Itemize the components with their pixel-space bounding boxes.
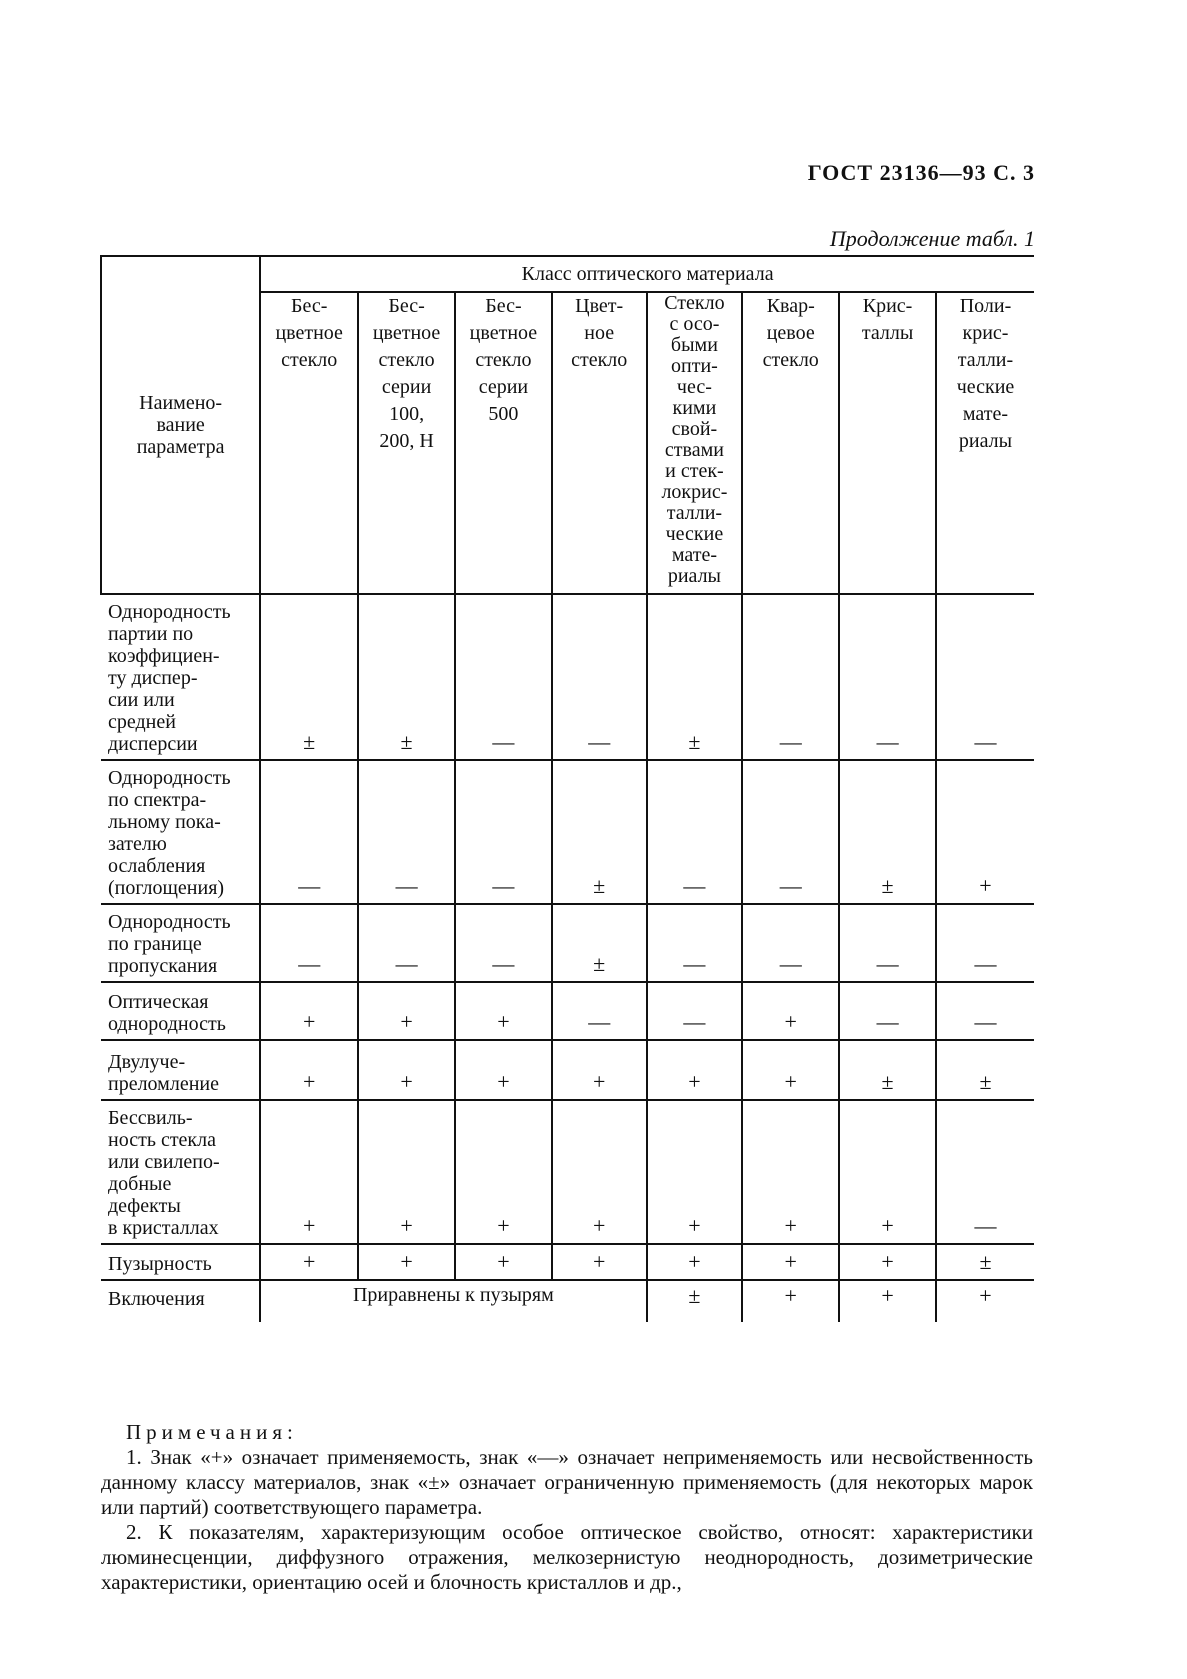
column-header-7 bbox=[839, 292, 936, 594]
column-header-line: быми bbox=[670, 334, 718, 356]
column-header-line: таллы bbox=[861, 322, 914, 344]
row-name-line: дефекты bbox=[108, 1195, 181, 1217]
table-cell: + bbox=[742, 1244, 839, 1280]
table-cell: + bbox=[647, 1100, 743, 1244]
table-cell: + bbox=[260, 1040, 358, 1100]
table-cell: — bbox=[742, 760, 839, 904]
table-cell: + bbox=[647, 1244, 743, 1280]
column-header-line: кими bbox=[672, 397, 717, 419]
table-cell: — bbox=[455, 904, 552, 982]
table-cell: + bbox=[552, 1244, 647, 1280]
column-header-line: стекло bbox=[378, 349, 435, 371]
column-header-line: серии bbox=[478, 376, 529, 398]
table-cell: — bbox=[552, 982, 647, 1040]
table-cell: — bbox=[742, 594, 839, 760]
column-header-line: Цвет- bbox=[575, 295, 624, 317]
row-name-line: Однородность bbox=[108, 911, 231, 933]
table-cell: — bbox=[647, 760, 743, 904]
row-name-line: сии или bbox=[108, 689, 175, 711]
row-name-line: по границе bbox=[108, 933, 202, 955]
table-row bbox=[101, 1100, 1034, 1244]
table-row bbox=[101, 904, 1034, 982]
table-cell: + bbox=[552, 1040, 647, 1100]
row-name-line: по спектра- bbox=[108, 789, 207, 811]
table-cell: ± bbox=[647, 1280, 743, 1322]
table-cell: ± bbox=[552, 760, 647, 904]
column-header-line: чес- bbox=[676, 376, 712, 398]
column-header-line: ческие bbox=[665, 523, 724, 545]
row-name-line: Бессвиль- bbox=[108, 1107, 193, 1129]
column-header-line: Бес- bbox=[485, 295, 522, 317]
column-header-6 bbox=[742, 292, 839, 594]
row-name-line: зателю bbox=[108, 833, 167, 855]
row-name-line: Пузырность bbox=[108, 1253, 212, 1275]
column-header-line: Стекло bbox=[664, 292, 725, 314]
row-name bbox=[101, 1244, 260, 1280]
column-header-line: талли- bbox=[957, 349, 1014, 371]
table-cell: ± bbox=[260, 594, 358, 760]
table-cell: ± bbox=[552, 904, 647, 982]
column-header-line: 200, Н bbox=[379, 430, 434, 452]
table-cell: + bbox=[742, 1100, 839, 1244]
table-cell: — bbox=[552, 594, 647, 760]
row-name-line: или свилепо- bbox=[108, 1151, 220, 1173]
table-cell: — bbox=[358, 904, 455, 982]
column-header-line: Бес- bbox=[388, 295, 425, 317]
row-name bbox=[101, 760, 260, 904]
column-header-line: стекло bbox=[762, 349, 819, 371]
table-cell: + bbox=[358, 1040, 455, 1100]
row-name-line: пропускания bbox=[108, 955, 218, 977]
row-name bbox=[101, 1040, 260, 1100]
row-name-line: в кристаллах bbox=[108, 1217, 219, 1239]
table-cell: + bbox=[260, 1244, 358, 1280]
column-header-line: риалы bbox=[958, 430, 1013, 452]
table-cell: — bbox=[936, 904, 1034, 982]
column-header-line: стекло bbox=[475, 349, 532, 371]
row-name bbox=[101, 904, 260, 982]
table-row bbox=[101, 1040, 1034, 1100]
table-cell: + bbox=[260, 1100, 358, 1244]
material-table bbox=[100, 255, 1034, 1322]
table-cell: + bbox=[455, 1244, 552, 1280]
table-cell: — bbox=[455, 760, 552, 904]
column-header-1 bbox=[260, 292, 358, 594]
row-name bbox=[101, 1100, 260, 1244]
row-name-line: Оптическая bbox=[108, 991, 209, 1013]
column-header-line: мате- bbox=[962, 403, 1009, 425]
column-header-line: с осо- bbox=[669, 313, 720, 335]
row-name-line: партии по bbox=[108, 623, 194, 645]
notes bbox=[101, 1420, 1033, 1595]
table-cell: — bbox=[936, 1100, 1034, 1244]
table-cell: + bbox=[647, 1040, 743, 1100]
table-cell: ± bbox=[839, 1040, 936, 1100]
column-header-line: 500 bbox=[488, 403, 519, 425]
table-cell: — bbox=[839, 904, 936, 982]
row-name-line: Однородность bbox=[108, 601, 231, 623]
table-cell: — bbox=[936, 594, 1034, 760]
column-header-8 bbox=[936, 292, 1034, 594]
column-header-line: цветное bbox=[469, 322, 538, 344]
column-header-4 bbox=[552, 292, 647, 594]
column-header-3 bbox=[455, 292, 552, 594]
note-2: 2. К показателям, характеризующим особое оптическое свойство, относят: характеристики люминесценции, диффузного отражения, мелкозернистую неоднородность, дозиметрические характеристики, ориентацию осей и блочность кристаллов и др., bbox=[101, 1520, 1033, 1594]
table-cell: + bbox=[936, 1280, 1034, 1322]
table-cell: ± bbox=[936, 1244, 1034, 1280]
table-cell: + bbox=[936, 760, 1034, 904]
row-name bbox=[101, 982, 260, 1040]
table-cell: ± bbox=[839, 760, 936, 904]
table-cell: ± bbox=[358, 594, 455, 760]
table-cell: — bbox=[647, 982, 743, 1040]
group-header: Класс оптического материала bbox=[260, 256, 1034, 292]
param-header-line: параметра bbox=[136, 436, 225, 458]
table-cell: — bbox=[742, 904, 839, 982]
table-cell: — bbox=[839, 594, 936, 760]
row-name-line: ослабления bbox=[108, 855, 206, 877]
column-header-line: ное bbox=[584, 322, 615, 344]
note-1: 1. Знак «+» означает применяемость, знак «—» означает неприменяемость или несвойственность данному классу материалов, знак «±» означает ограниченную применяемость (для некоторых марок или партий) соответствующего параметра. bbox=[101, 1445, 1033, 1519]
column-header-line: ствами bbox=[664, 439, 724, 461]
row-name-line: Двулуче- bbox=[108, 1051, 186, 1073]
column-header-line: стекло bbox=[281, 349, 338, 371]
column-header-line: ческие bbox=[956, 376, 1015, 398]
column-header-line: Поли- bbox=[959, 295, 1012, 317]
table-row bbox=[101, 982, 1034, 1040]
table-row bbox=[101, 1244, 1034, 1280]
column-header-line: талли- bbox=[666, 502, 723, 524]
column-header-line: и стек- bbox=[665, 460, 724, 482]
table-cell: + bbox=[358, 982, 455, 1040]
row-name-line: ность стекла bbox=[108, 1129, 217, 1151]
table-cell: — bbox=[358, 760, 455, 904]
row-name-line: Однородность bbox=[108, 767, 231, 789]
row-name-line: добные bbox=[108, 1173, 172, 1195]
row-name bbox=[101, 594, 260, 760]
column-header-line: цевое bbox=[766, 322, 815, 344]
table-cell: + bbox=[455, 1040, 552, 1100]
row-name-line: средней bbox=[108, 711, 176, 733]
table-cell: — bbox=[647, 904, 743, 982]
column-header-line: Квар- bbox=[766, 295, 815, 317]
column-header-2 bbox=[358, 292, 455, 594]
table-cell: + bbox=[742, 1280, 839, 1322]
column-header-line: стекло bbox=[571, 349, 628, 371]
table-cell: — bbox=[260, 760, 358, 904]
column-header-line: Бес- bbox=[291, 295, 328, 317]
column-header-line: 100, bbox=[389, 403, 425, 425]
table-row bbox=[101, 594, 1034, 760]
table-cell: + bbox=[455, 1100, 552, 1244]
notes-title: Примечания: bbox=[126, 1420, 298, 1444]
table-cell: + bbox=[742, 982, 839, 1040]
row-name-line: преломление bbox=[108, 1073, 219, 1095]
merged-cell: Приравнены к пузырям bbox=[260, 1280, 646, 1322]
param-header bbox=[101, 256, 260, 594]
table-cell: + bbox=[358, 1100, 455, 1244]
row-name-line: однородность bbox=[108, 1013, 226, 1035]
column-header-line: мате- bbox=[671, 544, 717, 566]
table-cell: + bbox=[455, 982, 552, 1040]
column-header-line: цветное bbox=[275, 322, 343, 344]
column-header-line: крис- bbox=[962, 322, 1009, 344]
table-cell: + bbox=[839, 1244, 936, 1280]
table-cell: ± bbox=[936, 1040, 1034, 1100]
table-cell: + bbox=[260, 982, 358, 1040]
column-header-line: риалы bbox=[667, 565, 721, 587]
page-header: ГОСТ 23136—93 С. 3 bbox=[807, 160, 1035, 185]
table-cell: — bbox=[260, 904, 358, 982]
column-header-line: опти- bbox=[671, 355, 718, 377]
column-header-line: локрис- bbox=[661, 481, 728, 503]
table-cell: — bbox=[455, 594, 552, 760]
row-name-line: льному пока- bbox=[108, 811, 221, 833]
column-header-line: серии bbox=[381, 376, 432, 398]
table-cell: — bbox=[936, 982, 1034, 1040]
table-cell: + bbox=[358, 1244, 455, 1280]
column-header-line: цветное bbox=[372, 322, 441, 344]
row-name: Включения bbox=[108, 1287, 205, 1310]
column-header-5 bbox=[647, 292, 743, 594]
table-cell: + bbox=[552, 1100, 647, 1244]
table-cell: ± bbox=[647, 594, 743, 760]
param-header-line: Наимено- bbox=[139, 392, 223, 414]
row-name-line: (поглощения) bbox=[108, 877, 225, 899]
param-header-line: вание bbox=[156, 414, 205, 436]
table-cell: + bbox=[742, 1040, 839, 1100]
column-header-line: свой- bbox=[671, 418, 718, 440]
table-cell: + bbox=[839, 1280, 936, 1322]
row-name-line: коэффициен- bbox=[108, 645, 220, 667]
row-name-line: ту диспер- bbox=[108, 667, 198, 689]
table-row bbox=[101, 760, 1034, 904]
column-header-line: Крис- bbox=[862, 295, 913, 317]
table-row-inclusions bbox=[101, 1280, 1034, 1322]
table-cell: — bbox=[839, 982, 936, 1040]
row-name-line: дисперсии bbox=[108, 733, 198, 755]
table-cell: + bbox=[839, 1100, 936, 1244]
table-caption: Продолжение табл. 1 bbox=[829, 226, 1035, 251]
